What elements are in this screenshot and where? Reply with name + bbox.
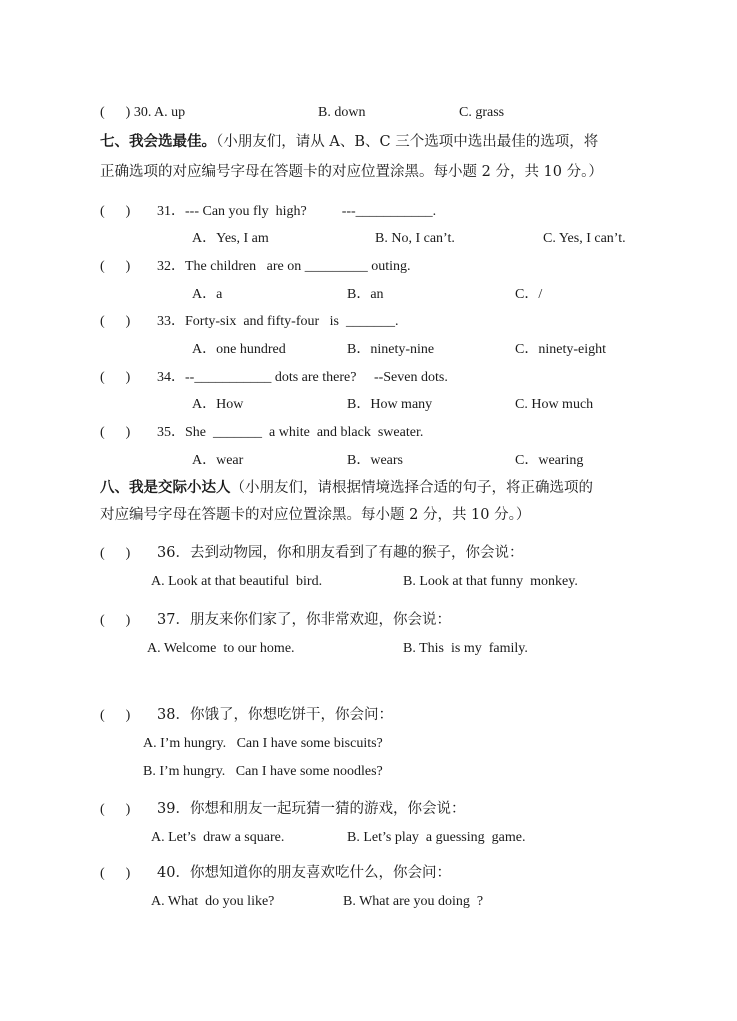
section7-instruction: 正确选项的对应编号字母在答题卡的对应位置涂黑。每小题 2 分，共 10 分。） — [100, 164, 603, 180]
q33-paren: ( ) — [100, 314, 131, 329]
section8-heading: 八、我是交际小达人（小朋友们，请根据情境选择合适的句子，将正确选项的 — [100, 480, 593, 496]
q32-paren: ( ) — [100, 259, 131, 274]
q34-option-c: C. How much — [515, 397, 594, 412]
q34-option-a: A．How — [192, 397, 244, 412]
q31-stem: 31．--- Can you fly high? ---___________. — [157, 204, 437, 219]
q36-stem: 36．去到动物园，你和朋友看到了有趣的猴子，你会说： — [157, 545, 524, 561]
q39-option-a: A. Let’s draw a square. — [151, 830, 285, 845]
q32-stem: 32．The children are on _________ outing. — [157, 259, 411, 274]
q38-option-a: A. I’m hungry. Can I have some biscuits? — [143, 736, 383, 751]
section7-heading: 七、我会选最佳。（小朋友们，请从 A、B、C 三个选项中选出最佳的选项，将 — [100, 134, 599, 150]
q36-option-a: A. Look at that beautiful bird. — [151, 574, 323, 589]
q38-stem: 38．你饿了，你想吃饼干，你会问： — [157, 707, 393, 723]
q36-paren: ( ) — [100, 546, 131, 561]
q33-stem: 33．Forty-six and fifty-four is _______. — [157, 314, 399, 329]
q39-option-b: B. Let’s play a guessing game. — [347, 830, 526, 845]
q33-option-a: A．one hundred — [192, 342, 286, 357]
q40-option-b: B. What are you doing ? — [343, 894, 484, 909]
q33-option-c: C．ninety-eight — [515, 342, 606, 357]
q34-option-b: B．How many — [347, 397, 433, 412]
q37-paren: ( ) — [100, 613, 131, 628]
q35-option-a: A．wear — [192, 453, 244, 468]
q30-number: ( ) 30. A. up — [100, 105, 186, 120]
q32-option-c: C．/ — [515, 287, 543, 302]
q40-option-a: A. What do you like? — [151, 894, 275, 909]
q35-option-c: C．wearing — [515, 453, 584, 468]
q30-option-b: B. down — [318, 105, 366, 120]
section8-instruction: 对应编号字母在答题卡的对应位置涂黑。每小题 2 分，共 10 分。） — [100, 507, 531, 523]
q31-paren: ( ) — [100, 204, 131, 219]
q30-option-c: C. grass — [459, 105, 505, 120]
q34-paren: ( ) — [100, 370, 131, 385]
q32-option-a: A．a — [192, 287, 223, 302]
q39-stem: 39．你想和朋友一起玩猜一猜的游戏，你会说： — [157, 801, 466, 817]
q37-option-a: A. Welcome to our home. — [147, 641, 295, 656]
q36-option-b: B. Look at that funny monkey. — [403, 574, 578, 589]
q35-paren: ( ) — [100, 425, 131, 440]
q31-option-b: B. No, I can’t. — [375, 231, 455, 246]
q31-option-a: A．Yes, I am — [192, 231, 269, 246]
q33-option-b: B．ninety-nine — [347, 342, 435, 357]
q34-stem: 34．--___________ dots are there? --Seven dots. — [157, 370, 448, 385]
q37-stem: 37．朋友来你们家了，你非常欢迎，你会说： — [157, 612, 451, 628]
q32-option-b: B．an — [347, 287, 384, 302]
q40-stem: 40．你想知道你的朋友喜欢吃什么，你会问： — [157, 865, 451, 881]
q39-paren: ( ) — [100, 802, 131, 817]
q38-paren: ( ) — [100, 708, 131, 723]
q38-option-b: B. I’m hungry. Can I have some noodles? — [143, 764, 383, 779]
q35-stem: 35．She _______ a white and black sweater. — [157, 425, 424, 440]
q35-option-b: B．wears — [347, 453, 403, 468]
q37-option-b: B. This is my family. — [403, 641, 528, 656]
q40-paren: ( ) — [100, 866, 131, 881]
q31-option-c: C. Yes, I can’t. — [543, 231, 626, 246]
